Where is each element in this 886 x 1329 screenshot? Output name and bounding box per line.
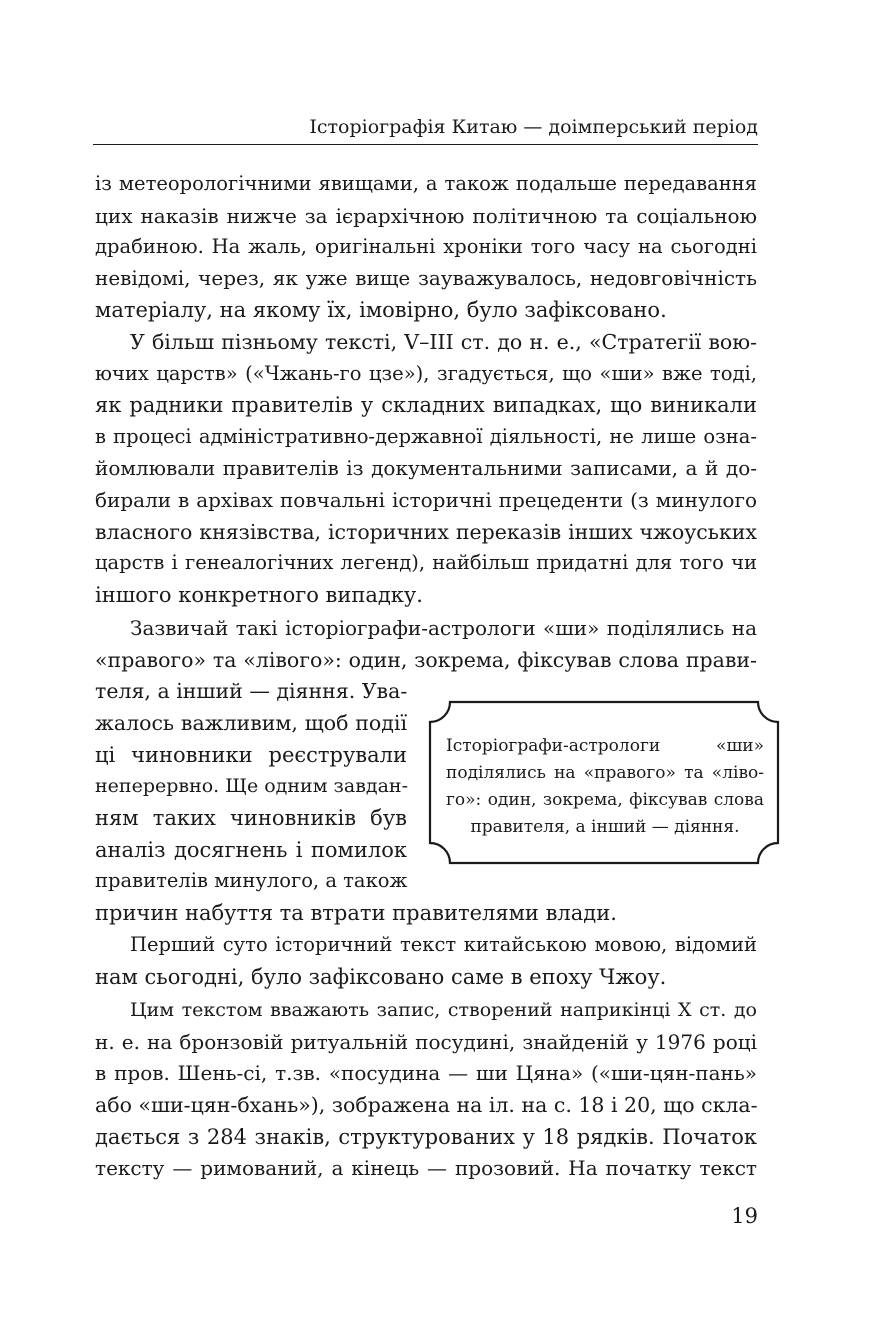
text-line: У більш пізньому тексті, V–III ст. до н. е., «Стратегії вою-: [130, 330, 757, 354]
text-line: ці чиновники реєстрували: [95, 743, 407, 767]
text-line: «правого» та «лівого»: один, зокрема, фіксував слова прави-: [95, 648, 757, 672]
text-line: іншого конкретного випадку.: [95, 583, 423, 607]
text-line: в пров. Шень-сі, т.зв. «посудина — ши Цяна» («ши-цян-пань»: [95, 1061, 757, 1085]
text-line: ючих царств» («Чжань-го цзе»), згадується, що «ши» вже тоді,: [95, 362, 757, 385]
text-line: правителів минулого, а також: [95, 869, 408, 892]
text-line: як радники правителів у складних випадках, що виникали: [95, 393, 757, 417]
text-line: Перший суто історичний текст китайською мовою, відомий: [130, 933, 757, 956]
pull-quote-line: правителя, а інший — діяння.: [470, 817, 740, 837]
pull-quote-line: го»: один, зокрема, фіксував слова: [446, 790, 764, 810]
text-line: причин набуття та втрати правителями влади.: [95, 901, 617, 925]
text-line: тексту — римований, а кінець — прозовий. На початку текст: [95, 1156, 757, 1180]
text-line: із метеорологічними явищами, а також подальше передавання: [95, 172, 757, 195]
text-line: невідомі, через, як уже вище зауважувалось, недовговічність: [95, 266, 757, 290]
text-line: жалось важливим, щоб події: [95, 711, 407, 735]
text-line: царств і генеалогічних легенд), найбільш придатні для того чи: [95, 551, 757, 574]
text-line: драбиною. На жаль, оригінальні хроніки того часу на сьогодні: [95, 235, 757, 258]
text-line: н. е. на бронзовій ритуальній посудині, знайденій у 1976 році: [95, 1030, 757, 1054]
pull-quote-line: Історіографи-астрологи «ши»: [446, 736, 764, 756]
text-line: або «ши-цян-бхань»), зображена на іл. на с. 18 і 20, що скла-: [95, 1093, 758, 1117]
text-line: бирали в архівах повчальні історичні прецеденти (з минулого: [95, 488, 757, 512]
text-line: матеріалу, на якому їх, імовірно, було зафіксовано.: [95, 298, 667, 322]
text-line: ням таких чиновників був: [95, 806, 407, 830]
text-line: власного князівства, історичних переказів інших чжоуських: [95, 520, 757, 544]
pull-quote-line: поділялись на «правого» та «ліво-: [446, 763, 764, 783]
text-line: неперервно. Ще одним завдан-: [95, 775, 409, 797]
text-line: в процесі адміністративно-державної діяльності, не лише озна-: [95, 425, 757, 448]
text-line: цих наказів нижче за ієрархічною політичною та соціальною: [95, 204, 757, 228]
text-line: аналіз досягнень і помилок: [95, 838, 407, 862]
text-line: йомлювали правителів із документальними записами, а й до-: [95, 456, 757, 480]
running-header: [93, 110, 758, 145]
text-line: Цим текстом вважають запис, створений наприкінці X ст. до: [130, 999, 757, 1021]
text-line: теля, а інший — діяння. Ува-: [95, 679, 408, 703]
pull-quote-text: [446, 733, 764, 841]
pull-quote-box: [428, 700, 780, 865]
text-line: дається з 284 знаків, структурованих у 18 рядків. Початок: [95, 1125, 757, 1149]
running-header-title: Історіографія Китаю — доімперський період: [309, 116, 758, 138]
page-number: 19: [731, 1204, 758, 1228]
text-line: Зазвичай такі історіографи-астрологи «ши» поділялись на: [130, 616, 757, 640]
text-line: нам сьогодні, було зафіксовано саме в епоху Чжоу.: [95, 965, 667, 989]
